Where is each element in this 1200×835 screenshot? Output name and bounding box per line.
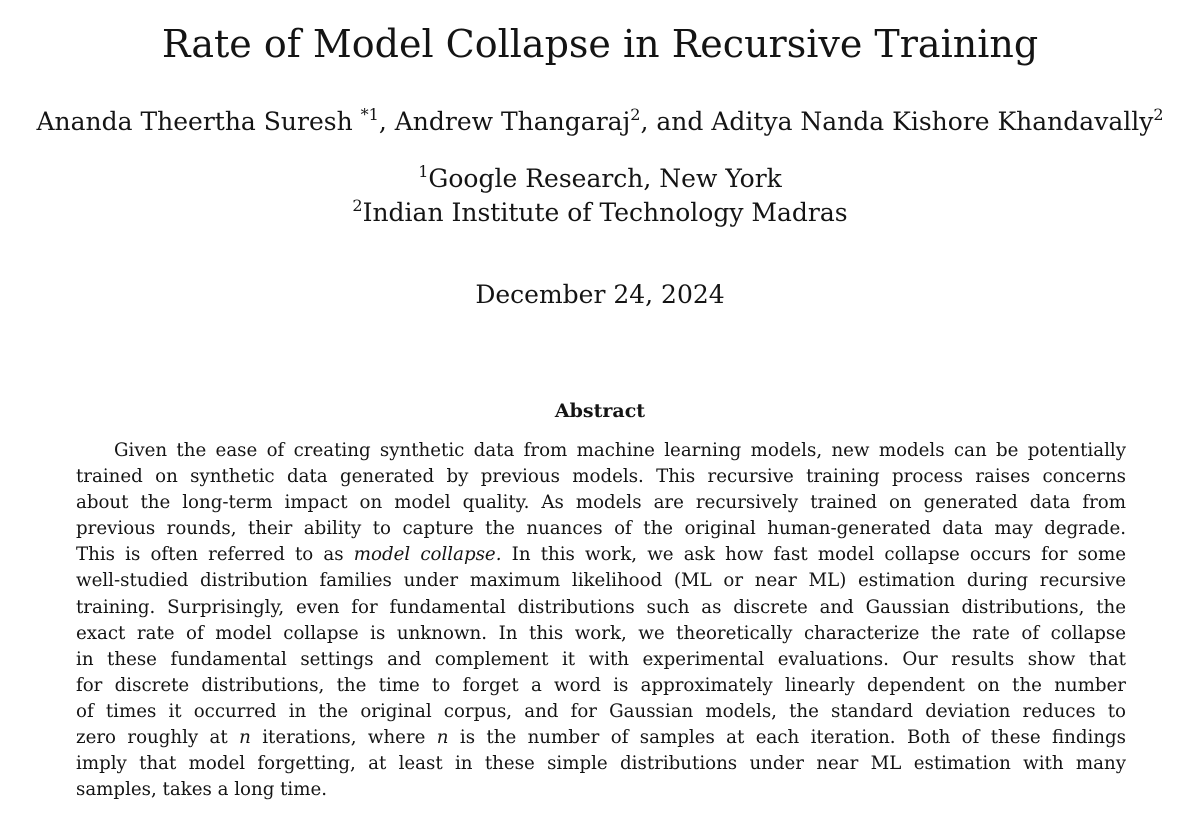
abstract-text: iterations, where (250, 727, 437, 749)
abstract-text: is the number of samples at each iteration. Both of these findings (448, 727, 1126, 749)
math-variable: n (436, 727, 449, 749)
abstract-text: This is often referred to as (76, 544, 354, 566)
author-affiliation-mark: 2 (1153, 105, 1164, 124)
affiliation (0, 196, 1200, 230)
abstract-line: well-studied distribution families under maximum likelihood (ML or near ML) estimation during recursive (76, 570, 1126, 592)
abstract-line: for discrete distributions, the time to forget a word is approximately linearly dependent on the number (76, 674, 1126, 696)
abstract-line: of times it occurred in the original corpus, and for Gaussian models, the standard deviation reduces to (76, 700, 1126, 722)
paper-date: December 24, 2024 (475, 280, 725, 309)
abstract-line: previous rounds, their ability to capture the nuances of the original human-generated data may degrade. (76, 518, 1126, 540)
math-variable: n (239, 727, 251, 749)
author-affiliation-mark: 2 (630, 105, 641, 124)
abstract-line: trained on synthetic data generated by previous models. This recursive training process raises concerns (76, 466, 1126, 488)
abstract-line: in these fundamental settings and complement it with experimental evaluations. Our results show that (76, 648, 1126, 670)
author-separator: , and (640, 107, 712, 136)
author-name: Aditya Nanda Kishore Khandavally (711, 107, 1154, 136)
abstract-body (76, 438, 1126, 803)
affiliation-name: Google Research, New York (428, 164, 782, 193)
abstract-line (76, 542, 1126, 568)
abstract-heading: Abstract (554, 400, 646, 422)
emphasized-term: model collapse. (353, 544, 502, 566)
affiliation-name: Indian Institute of Technology Madras (362, 198, 848, 227)
abstract-line: samples, takes a long time. (76, 779, 328, 801)
author-name: Andrew Thangaraj (394, 107, 631, 136)
abstract-line: about the long-term impact on model quality. As models are recursively trained on generated data from (76, 492, 1126, 514)
abstract-text: In this work, we ask how fast model collapse occurs for some (501, 544, 1126, 566)
abstract-line: exact rate of model collapse is unknown. In this work, we theoretically characterize the rate of collapse (76, 622, 1126, 644)
abstract-text: zero roughly at (76, 727, 240, 749)
affiliation-mark: 2 (352, 196, 363, 215)
abstract-line: training. Surprisingly, even for fundamental distributions such as discrete and Gaussian distributions, the (76, 596, 1126, 618)
abstract-line: imply that model forgetting, at least in these simple distributions under near ML estimation with many (76, 753, 1126, 775)
affiliation (0, 162, 1200, 196)
abstract-line: Given the ease of creating synthetic data from machine learning models, new models can be potentially (114, 440, 1126, 461)
author-name: Ananda Theertha Suresh (36, 107, 353, 136)
affiliation-mark: 1 (418, 162, 429, 181)
paper-title: Rate of Model Collapse in Recursive Training (161, 22, 1039, 66)
author-list (0, 104, 1200, 140)
abstract-line (76, 725, 1126, 751)
author-separator: , (378, 107, 395, 136)
author-affiliation-mark: *1 (360, 105, 379, 124)
